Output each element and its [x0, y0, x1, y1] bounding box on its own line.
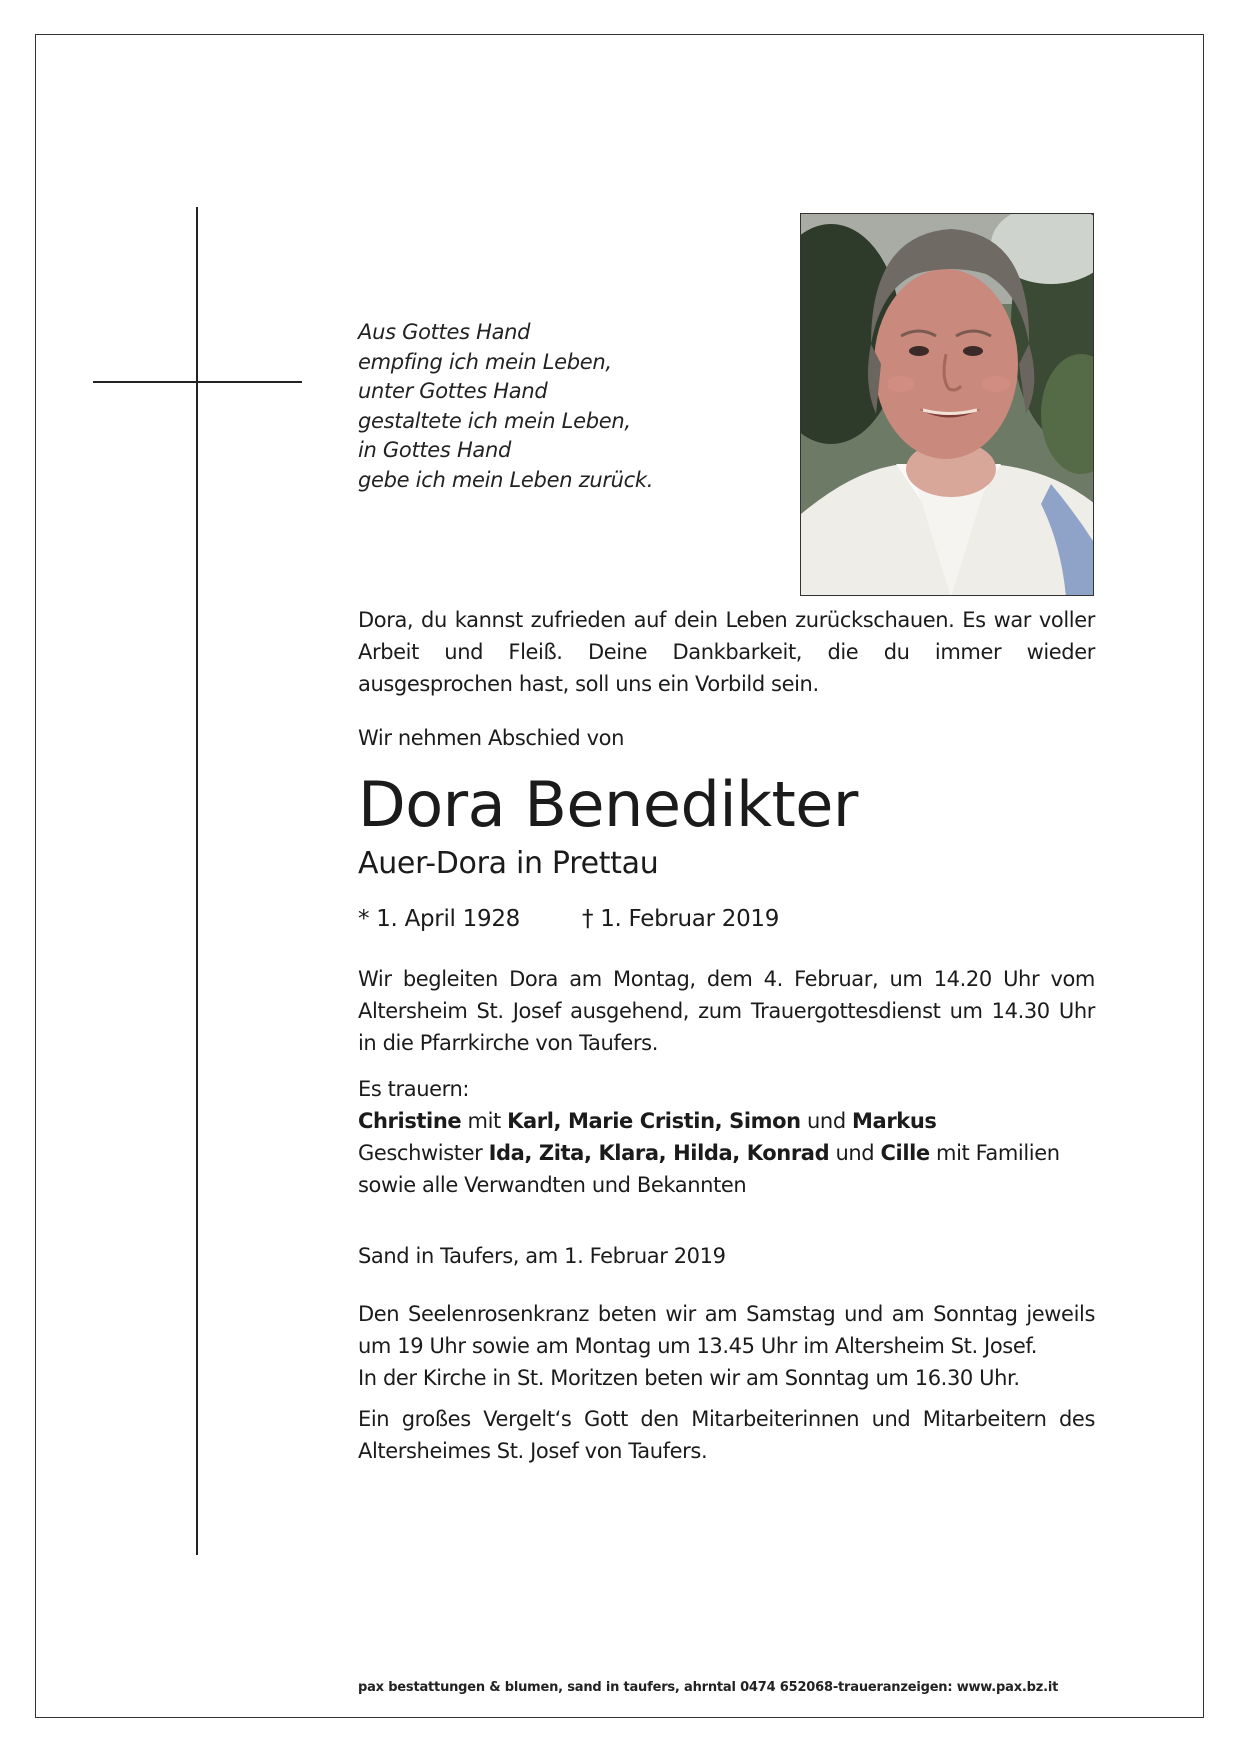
farewell-text: Wir nehmen Abschied von — [358, 726, 624, 750]
thanks-block — [358, 1403, 1095, 1467]
mourners-line: sowie alle Verwandten und Bekannten — [358, 1173, 747, 1197]
mourner-name: Markus — [852, 1109, 937, 1133]
death-date: † 1. Februar 2019 — [581, 906, 780, 932]
connector-text: mit Familien — [929, 1141, 1060, 1165]
rosary-text: Den Seelenrosenkranz beten wir am Samstag und am Sonntag jeweils um 19 Uhr sowie am Montag um 13.45 Uhr im Altersheim St. Josef. — [358, 1302, 1095, 1358]
funeral-paragraph — [358, 963, 1095, 1059]
verse-line: gebe ich mein Leben zurück. — [358, 467, 654, 492]
verse-line: empfing ich mein Leben, — [358, 349, 612, 374]
mourner-name: Cille — [880, 1141, 930, 1165]
thanks-text: Ein großes Vergelt‘s Gott den Mitarbeiterinnen und Mitarbeitern des Altersheimes St. Josef von Taufers. — [358, 1407, 1095, 1463]
deceased-name: Dora Benedikter — [358, 768, 858, 841]
portrait-photo — [800, 213, 1094, 596]
verse-line: unter Gottes Hand — [358, 379, 548, 403]
footer-imprint: pax bestattungen & blumen, sand in taufers, ahrntal 0474 652068-traueranzeigen: www.pax.bz.it — [358, 1680, 1059, 1695]
verse — [358, 318, 653, 495]
verse-line: Aus Gottes Hand — [358, 320, 531, 344]
connector-text: und — [829, 1141, 881, 1165]
birth-date: * 1. April 1928 — [358, 906, 520, 932]
deceased-name-block — [358, 770, 1095, 840]
intro-paragraph — [358, 604, 1095, 700]
place-date: Sand in Taufers, am 1. Februar 2019 — [358, 1244, 726, 1268]
rosary-block — [358, 1298, 1095, 1394]
funeral-text: Wir begleiten Dora am Montag, dem 4. Februar, um 14.20 Uhr vom Altersheim St. Josef ausgehend, zum Trauergottesdienst um 14.30 Uhr in die Pfarrkirche von Taufers. — [358, 967, 1095, 1055]
connector-text: Geschwister — [358, 1141, 489, 1165]
mourner-name: Karl, Marie Cristin, Simon — [507, 1109, 801, 1133]
connector-text: und — [800, 1109, 853, 1133]
dates-block — [358, 903, 1095, 935]
mourners-line — [358, 1105, 1095, 1137]
cross-vertical-bar — [196, 207, 198, 1555]
deceased-nickname: Auer-Dora in Prettau — [358, 846, 659, 881]
farewell-block — [358, 722, 1095, 754]
mourners-block — [358, 1073, 1095, 1201]
verse-line: gestaltete ich mein Leben, — [358, 408, 631, 433]
mourners-line — [358, 1137, 1095, 1169]
place-date-block — [358, 1240, 1095, 1272]
mourner-name: Christine — [358, 1109, 462, 1133]
mourners-heading: Es trauern: — [358, 1077, 470, 1101]
mourner-name: Ida, Zita, Klara, Hilda, Konrad — [488, 1141, 830, 1165]
cross-horizontal-bar — [93, 381, 302, 383]
verse-line: in Gottes Hand — [358, 438, 512, 462]
intro-text: Dora, du kannst zufrieden auf dein Leben zurückschauen. Es war voller Arbeit und Fleiß. Deine Dankbarkeit, die du immer wieder ausgesprochen hast, soll uns ein Vorbild sein. — [358, 608, 1095, 696]
rosary-text: In der Kirche in St. Moritzen beten wir am Sonntag um 16.30 Uhr. — [358, 1366, 1020, 1390]
nickname-block — [358, 846, 1095, 882]
connector-text: mit — [461, 1109, 508, 1133]
